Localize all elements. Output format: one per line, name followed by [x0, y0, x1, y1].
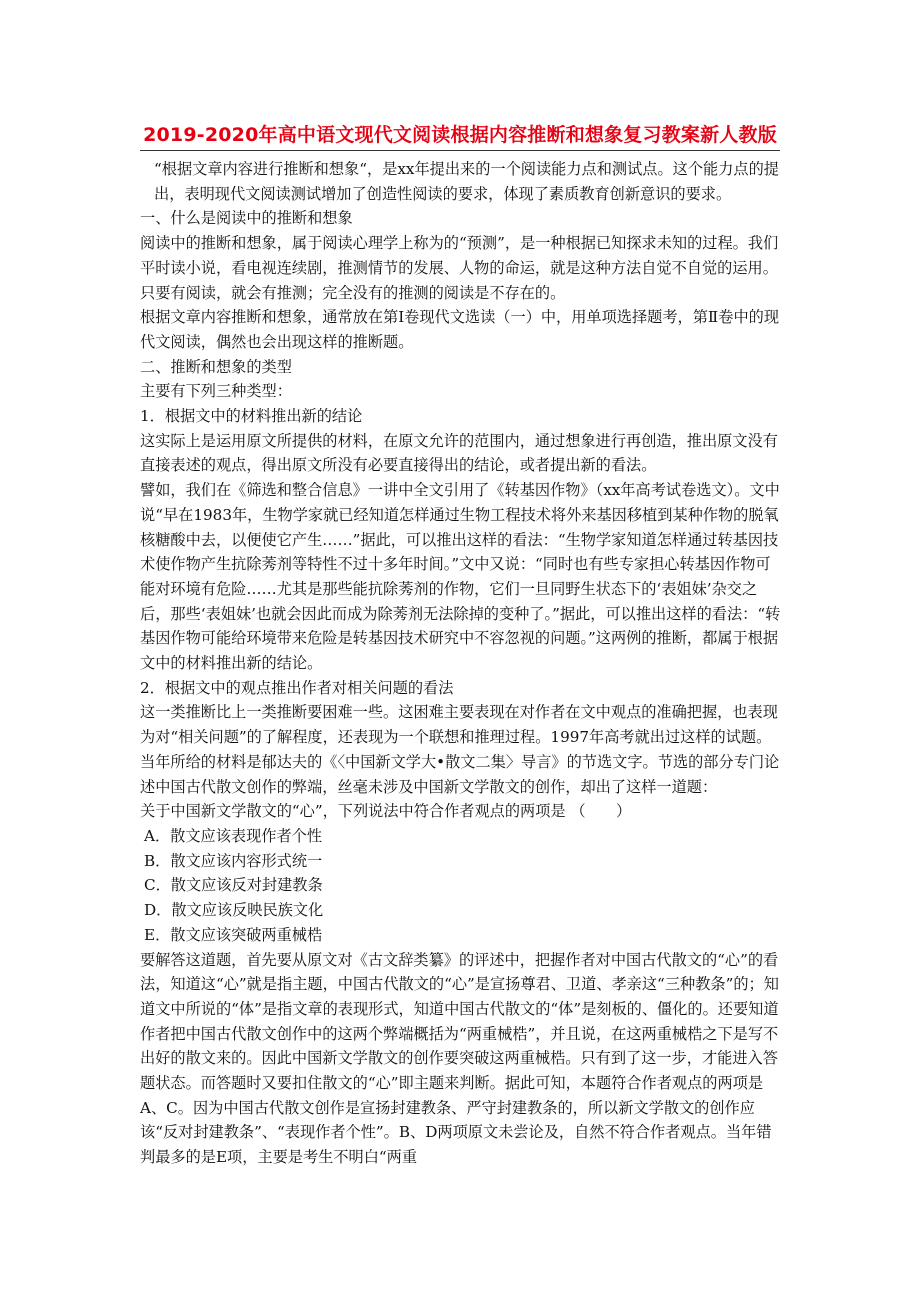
option-e: E．散文应该突破两重械梏: [144, 925, 323, 944]
section-heading-2: 二、推断和想象的类型: [140, 357, 292, 376]
option-a: A．散文应该表现作者个性: [144, 826, 323, 845]
question-stem: 关于中国新文学散文的“心”，下列说法中符合作者观点的两项是 （ ）: [140, 802, 632, 821]
body-paragraph: 这一类推断比上一类推断要困难一些。这困难主要表现在对作者在文中观点的准确把握，也表现为对“相关问题”的了解程度，还表现为一个联想和推理过程。1997年高考就出过这样的试题。当年所给的材料是郁达夫的《〈中国新文学大•散文二集〉导言》的节选文字。节选的部分专门论述中国古代散文创作的弊端，丝毫未涉及中国新文学散文的创作，却出了这样一道题：: [140, 703, 780, 796]
option-b: B．散文应该内容形式统一: [144, 851, 323, 870]
intro-paragraph: “根据文章内容进行推断和想象“，是xx年提出来的一个阅读能力点和测试点。这个能力点的提出，表明现代文阅读测试增加了创造性阅读的要求，体现了素质教育创新意识的要求。: [154, 160, 779, 203]
closing-paragraph: 要解答这道题，首先要从原文对《古文辞类纂》的评述中，把握作者对中国古代散文的“心”的看法，知道这“心”就是指主题，中国古代散文的“心”是宣扬尊君、卫道、孝亲这“三种教条”的；知道文中所说的“体”是指文章的表现形式，知道中国古代散文的“体”是刻板的、僵化的。还要知道作者把中国古代散文创作中的这两个弊端概括为“两重械梏”，并且说，在这两重械梏之下是写不出好的散文来的。因此中国新文学散文的创作要突破这两重械梏。只有到了这一步，才能进入答题状态。而答题时又要扣住散文的“心”即主题来判断。据此可知，本题符合作者观点的两项是A、C。因为中国古代散文创作是宣扬封建教条、严守封建教条的，所以新文学散文的创作应该“反对封建教条”、“表现作者个性”。B、D两项原文未尝论及，自然不符合作者观点。当年错判最多的是E项，主要是考生不明白“两重: [140, 950, 779, 1167]
body-paragraph: 主要有下列三种类型：: [140, 382, 292, 401]
option-d: D．散文应该反映民族文化: [144, 901, 324, 920]
body-paragraph: 这实际上是运用原文所提供的材料，在原文允许的范围内，通过想象进行再创造，推出原文没有直接表述的观点，得出原文所没有必要直接得出的结论，或者提出新的看法。: [140, 431, 778, 475]
document-body: [140, 157, 782, 1170]
option-c: C．散文应该反对封建教条: [144, 876, 323, 895]
section-heading-1: 一、什么是阅读中的推断和想象: [140, 209, 353, 228]
subheading-2: 2．根据文中的观点推出作者对相关问题的看法: [140, 678, 454, 697]
body-paragraph: 根据文章内容推断和想象，通常放在第Ⅰ卷现代文选读（一）中，用单项选择题考，第Ⅱ卷中的现代文阅读，偶然也会出现这样的推断题。: [140, 308, 780, 351]
body-paragraph: 譬如，我们在《筛选和整合信息》一讲中全文引用了《转基因作物》（xx年高考试卷选文）。文中说“早在1983年，生物学家就已经知道怎样通过生物工程技术将外来基因移植到某种作物的脱氧核糖酸中去，以便使它产生……”据此，可以推出这样的看法：“生物学家知道怎样通过转基因技术使作物产生抗除莠剂等特性不过十多年时间。”文中又说：“同时也有些专家担心转基因作物可能对环境有危险……尤其是那些能抗除莠剂的作物，它们一旦同野生状态下的‘表姐妹’杂交之后，那些‘表姐妹’也就会因此而成为除莠剂无法除掉的变种了。”据此，可以推出这样的看法：“转基因作物可能给环境带来危险是转基因技术研究中不容忽视的问题。”这两例的推断，都属于根据文中的材料推出新的结论。: [140, 481, 781, 673]
title-divider: [140, 150, 780, 151]
document-title: 2019-2020年高中语文现代文阅读根据内容推断和想象复习教案新人教版: [143, 124, 777, 146]
subheading-1: 1．根据文中的材料推出新的结论: [140, 407, 363, 426]
body-paragraph: 阅读中的推断和想象，属于阅读心理学上称为的“预测”，是一种根据已知探求未知的过程。我们平时读小说，看电视连续剧，推测情节的发展、人物的命运，就是这种方法自觉不自觉的运用。只要有阅读，就会有推测；完全没有的推测的阅读是不存在的。: [140, 234, 779, 302]
